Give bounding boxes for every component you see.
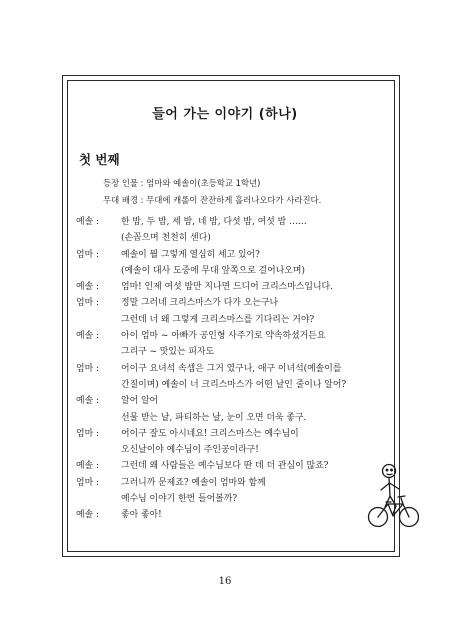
dialogue-line bbox=[76, 393, 396, 409]
dialogue-text: (손꼽으며 천천히 센다) bbox=[121, 233, 211, 244]
dialogue-line bbox=[76, 410, 396, 426]
speaker-label: 예솔 : bbox=[76, 331, 99, 342]
dialogue-line bbox=[76, 442, 396, 458]
dialogue-text: 선물 받는 날, 파티하는 날, 눈이 오면 더욱 좋구. bbox=[121, 412, 307, 423]
dialogue-text: 예솔이 뭘 그렇게 열심히 세고 있어? bbox=[121, 249, 260, 260]
dialogue-line bbox=[76, 344, 396, 360]
dialogue-text: 예수님 이야기 한번 들어볼까? bbox=[121, 494, 238, 505]
speaker-label: 엄마 : bbox=[76, 428, 99, 439]
speaker-label: 예솔 : bbox=[76, 461, 99, 472]
dialogue-line bbox=[76, 361, 396, 377]
dialogue-text: 그런데 너 왜 그렇게 크리스마스를 기다리는 거야? bbox=[121, 314, 315, 325]
dialogue-text: 어이구 잘도 아시네요! 크리스마스는 예수님이 bbox=[121, 428, 299, 439]
speaker-label: 예솔 : bbox=[76, 282, 99, 293]
dialogue-block bbox=[76, 214, 396, 524]
speaker-label: 엄마 : bbox=[76, 298, 99, 309]
dialogue-line bbox=[76, 214, 396, 230]
dialogue-line bbox=[76, 263, 396, 279]
dialogue-line bbox=[76, 230, 396, 246]
dialogue-text: 오신날이야 예수님이 주인공이라구! bbox=[121, 445, 259, 456]
dialogue-text: 한 밤, 두 밤, 세 밤, 네 밤, 다섯 밤, 여섯 밤 …… bbox=[121, 217, 307, 227]
section-heading: 첫 번째 bbox=[79, 152, 120, 167]
dialogue-line bbox=[76, 279, 396, 295]
speaker-label: 엄마 : bbox=[76, 363, 99, 374]
dialogue-line bbox=[76, 247, 396, 263]
bicycle-rider-icon bbox=[365, 462, 423, 532]
dialogue-line bbox=[76, 491, 396, 507]
dialogue-line bbox=[76, 507, 396, 523]
dialogue-text: 좋아 좋아! bbox=[121, 510, 162, 521]
dialogue-text: 간질이며) 예솔이 너 크리스마스가 어떤 날인 줄이나 알어? bbox=[121, 379, 347, 390]
cast-line: 등장 인물 : 엄마와 예솔이(초등학교 1학년) bbox=[103, 178, 261, 188]
dialogue-text: 알어 알어 bbox=[121, 396, 159, 407]
dialogue-text: 그러니까 문제죠? 예솔이 엄마와 함께 bbox=[121, 477, 266, 488]
dialogue-text: 그런데 왜 사람들은 예수님보다 딴 데 더 관심이 많죠? bbox=[121, 461, 329, 472]
dialogue-text: 그리구 ~ 맛있는 피자도 bbox=[121, 347, 215, 358]
speaker-label: 예솔 : bbox=[76, 510, 99, 521]
dialogue-line bbox=[76, 328, 396, 344]
dialogue-line bbox=[76, 458, 396, 474]
page-title: 들어 가는 이야기 (하나) bbox=[152, 107, 298, 122]
stage-setting-line: 무대 배경 : 무대에 캐롤이 잔잔하게 흘러나오다가 사라진다. bbox=[103, 195, 322, 205]
speaker-label: 예솔 : bbox=[76, 396, 99, 407]
dialogue-line bbox=[76, 312, 396, 328]
dialogue-text: 엄마! 인제 여섯 밤만 지나면 드디어 크리스마스입니다. bbox=[121, 282, 333, 293]
speaker-label: 예솔 : bbox=[76, 217, 99, 227]
dialogue-text: 정말 그러네 크리스마스가 다가 오는구나 bbox=[121, 298, 279, 309]
dialogue-line bbox=[76, 377, 396, 393]
speaker-label: 엄마 : bbox=[76, 249, 99, 260]
dialogue-line bbox=[76, 475, 396, 491]
dialogue-line bbox=[76, 426, 396, 442]
page-number: 16 bbox=[218, 576, 232, 587]
dialogue-text: (예솔이 대사 도중에 무대 앞쪽으로 걸어나오며) bbox=[121, 265, 305, 276]
speaker-label: 엄마 : bbox=[76, 477, 99, 488]
dialogue-text: 아이 엄마 ~ 아빠가 공인형 사주기로 약속하셨거든요 bbox=[121, 331, 326, 342]
dialogue-text: 어이구 요녀석 속셈은 그거 였구나, 애구 이녀석(예솔이를 bbox=[121, 363, 342, 374]
dialogue-line bbox=[76, 295, 396, 311]
